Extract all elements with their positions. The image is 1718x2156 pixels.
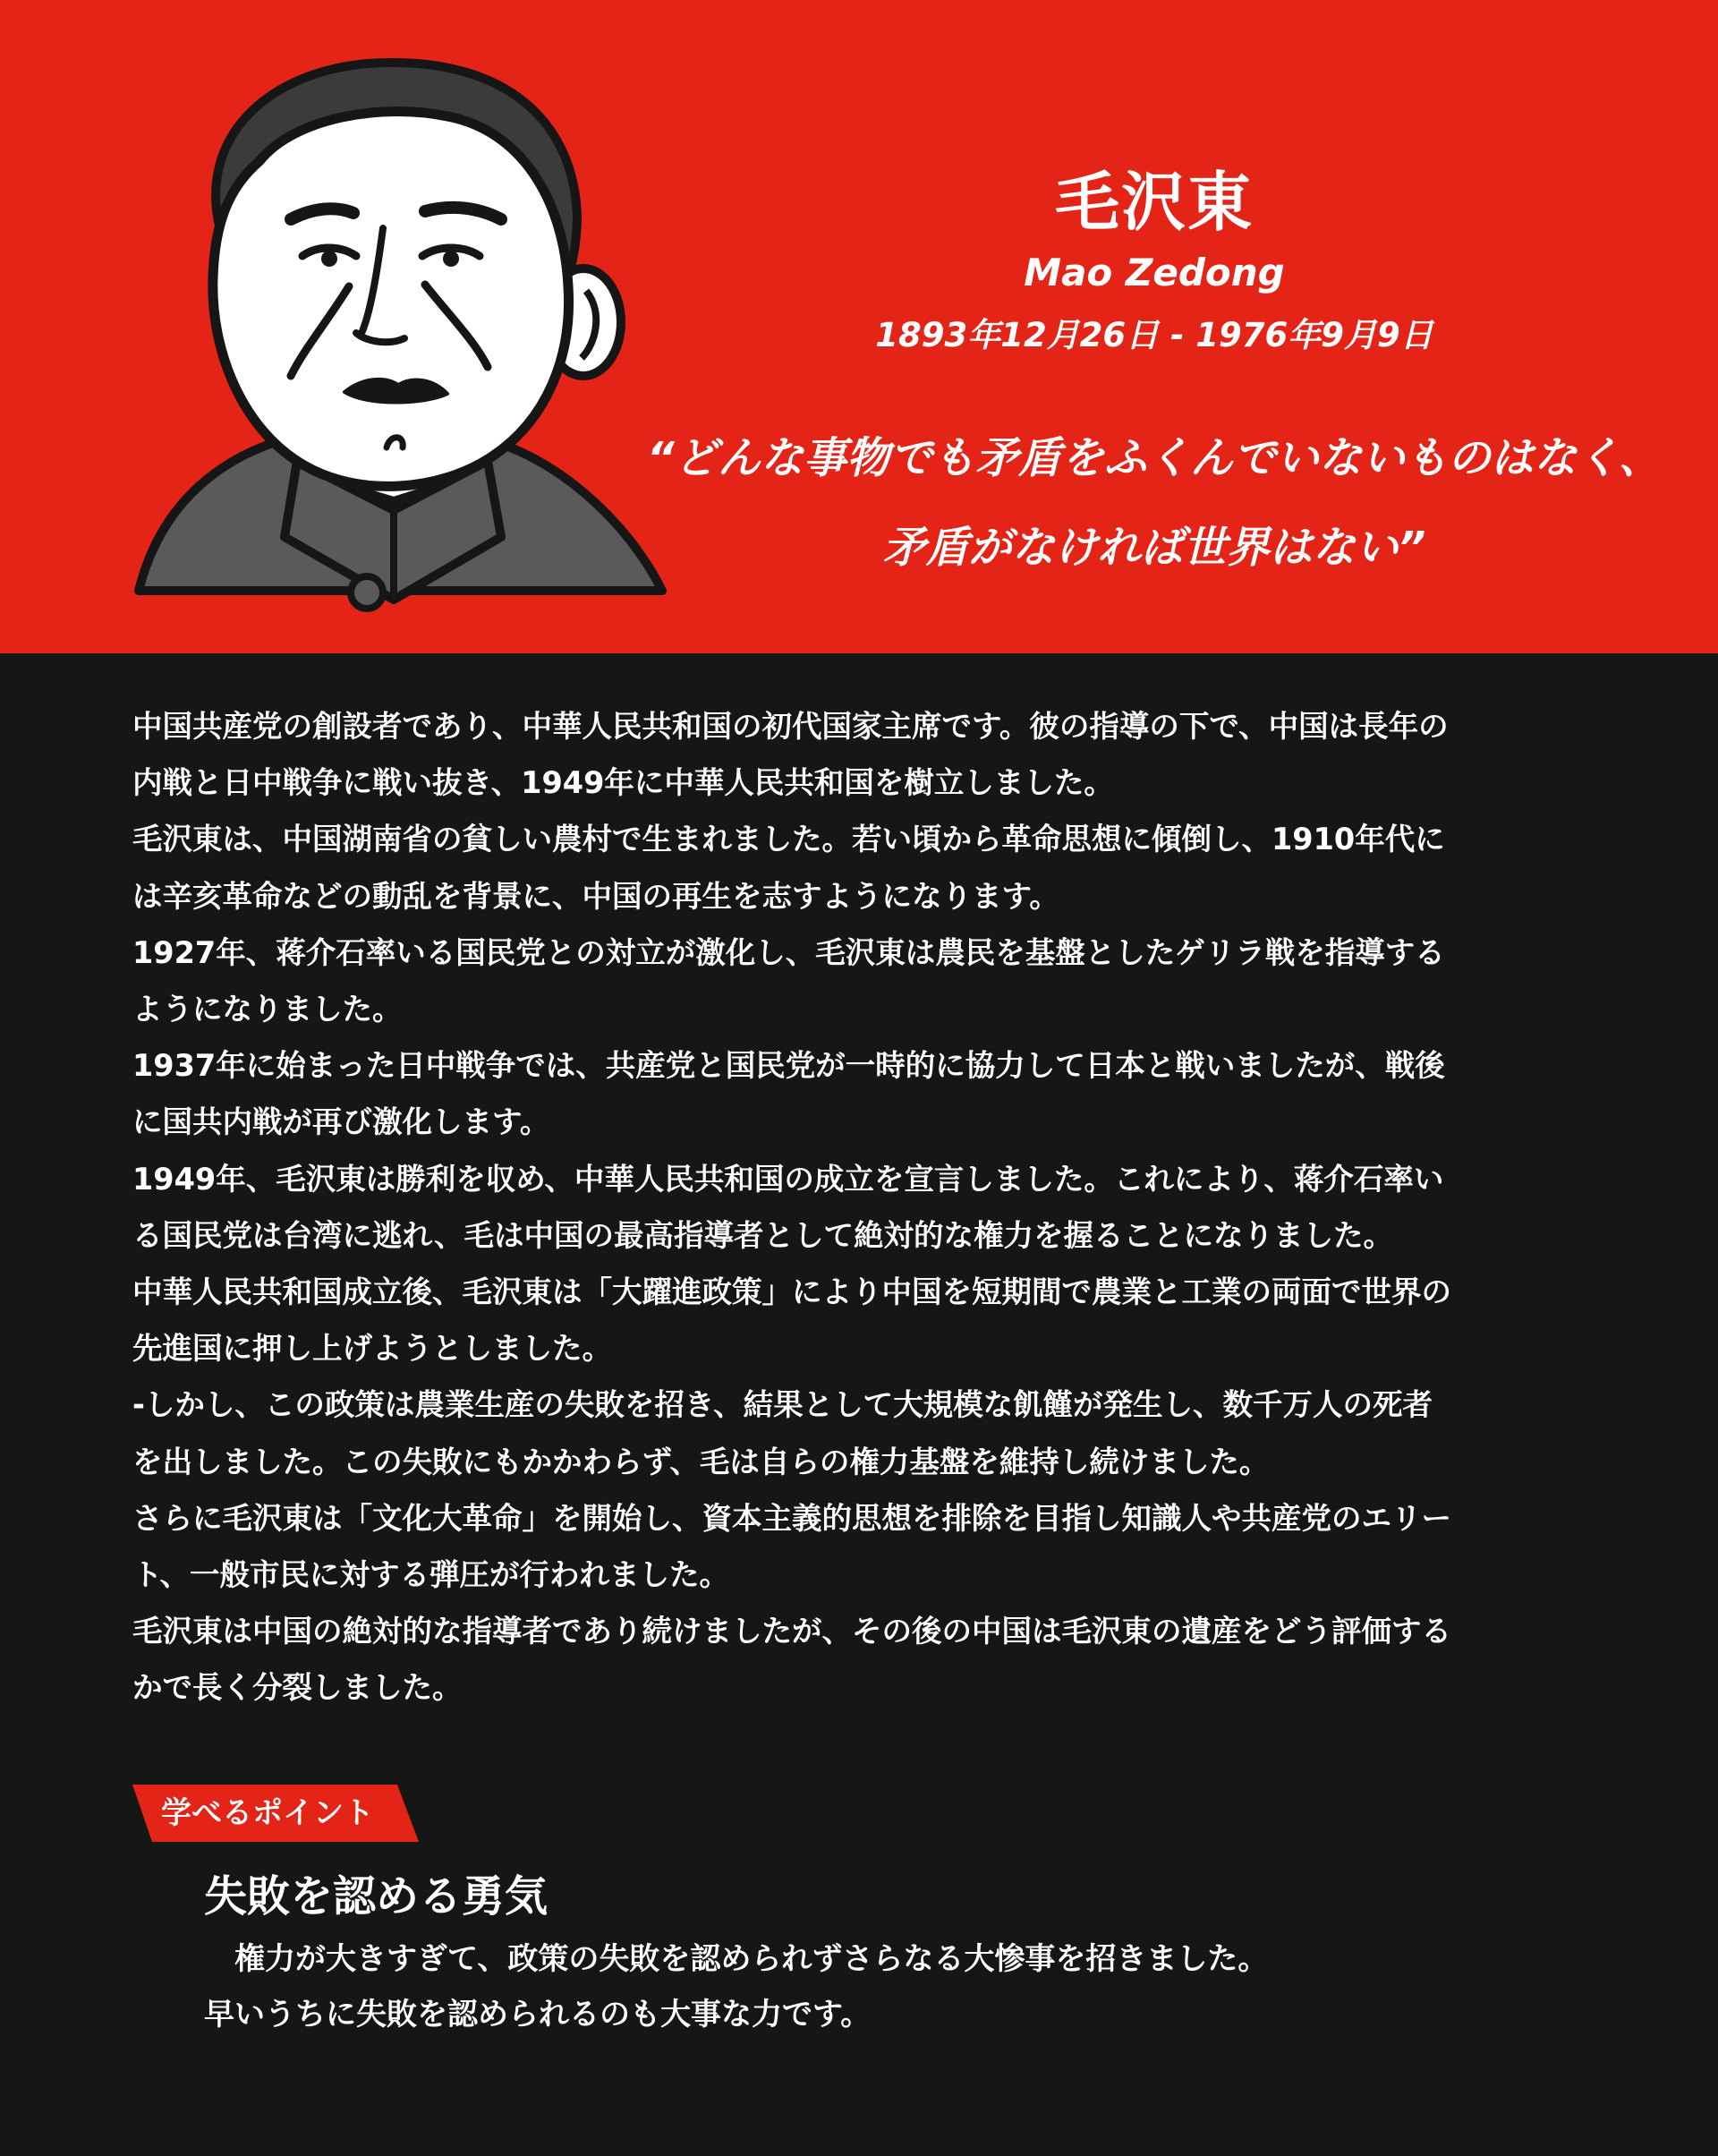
biography-paragraph: さらに毛沢東は「文化大革命」を開始し、資本主義的思想を排除を目指し知識人や共産党のエリー ト、一般市民に対する弾圧が行われました。 xyxy=(132,1500,1451,1593)
biography-paragraph: -しかし、この政策は農業生産の失敗を招き、結果として大規模な飢饉が発生し、数千万人の死者 を出しました。この失敗にもかかわらず、毛は自らの権力基盤を維持し続けました。 xyxy=(132,1387,1433,1479)
biography-paragraph: 中国共産党の創設者であり、中華人民共和国の初代国家主席です。彼の指導の下で、中国は長年の 内戦と日中戦争に戦い抜き、1949年に中華人民共和国を樹立しました。 xyxy=(132,709,1449,801)
learning-point-line: 権力が大きすぎて、政策の失敗を認められずさらなる大惨事を招きました。 xyxy=(204,1941,1269,1977)
biography xyxy=(132,698,1600,1717)
biography-paragraph: 中華人民共和国成立後、毛沢東は「大躍進政策」により中国を短期間で農業と工業の両面で世界の 先進国に押し上げようとしました。 xyxy=(132,1274,1451,1367)
life-dates: 1893年12月26日 - 1976年9月9日 xyxy=(875,316,1433,354)
biography-paragraph: 1927年、蒋介石率いる国民党との対立が激化し、毛沢東は農民を基盤としたゲリラ戦を指導する ようになりました。 xyxy=(132,934,1445,1027)
learning-point-tag xyxy=(132,1785,419,1842)
person-name: 毛沢東 xyxy=(1054,165,1254,240)
learning-point-text xyxy=(204,1931,1546,2042)
famous-quote xyxy=(573,413,1718,592)
learning-point-line: 早いうちに失敗を認められるのも大事な力です。 xyxy=(204,1997,872,2032)
person-name-english: Mao Zedong xyxy=(1024,251,1285,294)
profile-header xyxy=(0,0,1718,653)
learning-point-title: 失敗を認める勇気 xyxy=(204,1871,549,1922)
biography-paragraph: 1937年に始まった日中戦争では、共産党と国民党が一時的に協力して日本と戦いましたが、戦後 に国共内戦が再び激化します。 xyxy=(132,1048,1445,1140)
biography-paragraph: 毛沢東は、中国湖南省の貧しい農村で生まれました。若い頃から革命思想に傾倒し、1910年代に は辛亥革命などの動乱を背景に、中国の再生を志すようになります。 xyxy=(132,822,1445,914)
quote-line: “どんな事物でも矛盾をふくんでいないものはなく、 xyxy=(647,433,1662,483)
quote-line: 矛盾がなければ世界はない” xyxy=(882,523,1426,573)
learning-point-tag-label: 学べるポイント xyxy=(161,1795,374,1831)
biography-paragraph: 毛沢東は中国の絶対的な指導者であり続けましたが、その後の中国は毛沢東の遺産をどう評価する かで長く分裂しました。 xyxy=(132,1614,1451,1706)
biography-paragraph: 1949年、毛沢東は勝利を収め、中華人民共和国の成立を宣言しました。これにより、蒋介石率い る国民党は台湾に逃れ、毛は中国の最高指導者として絶対的な権力を握ることになりました。 xyxy=(132,1161,1444,1253)
